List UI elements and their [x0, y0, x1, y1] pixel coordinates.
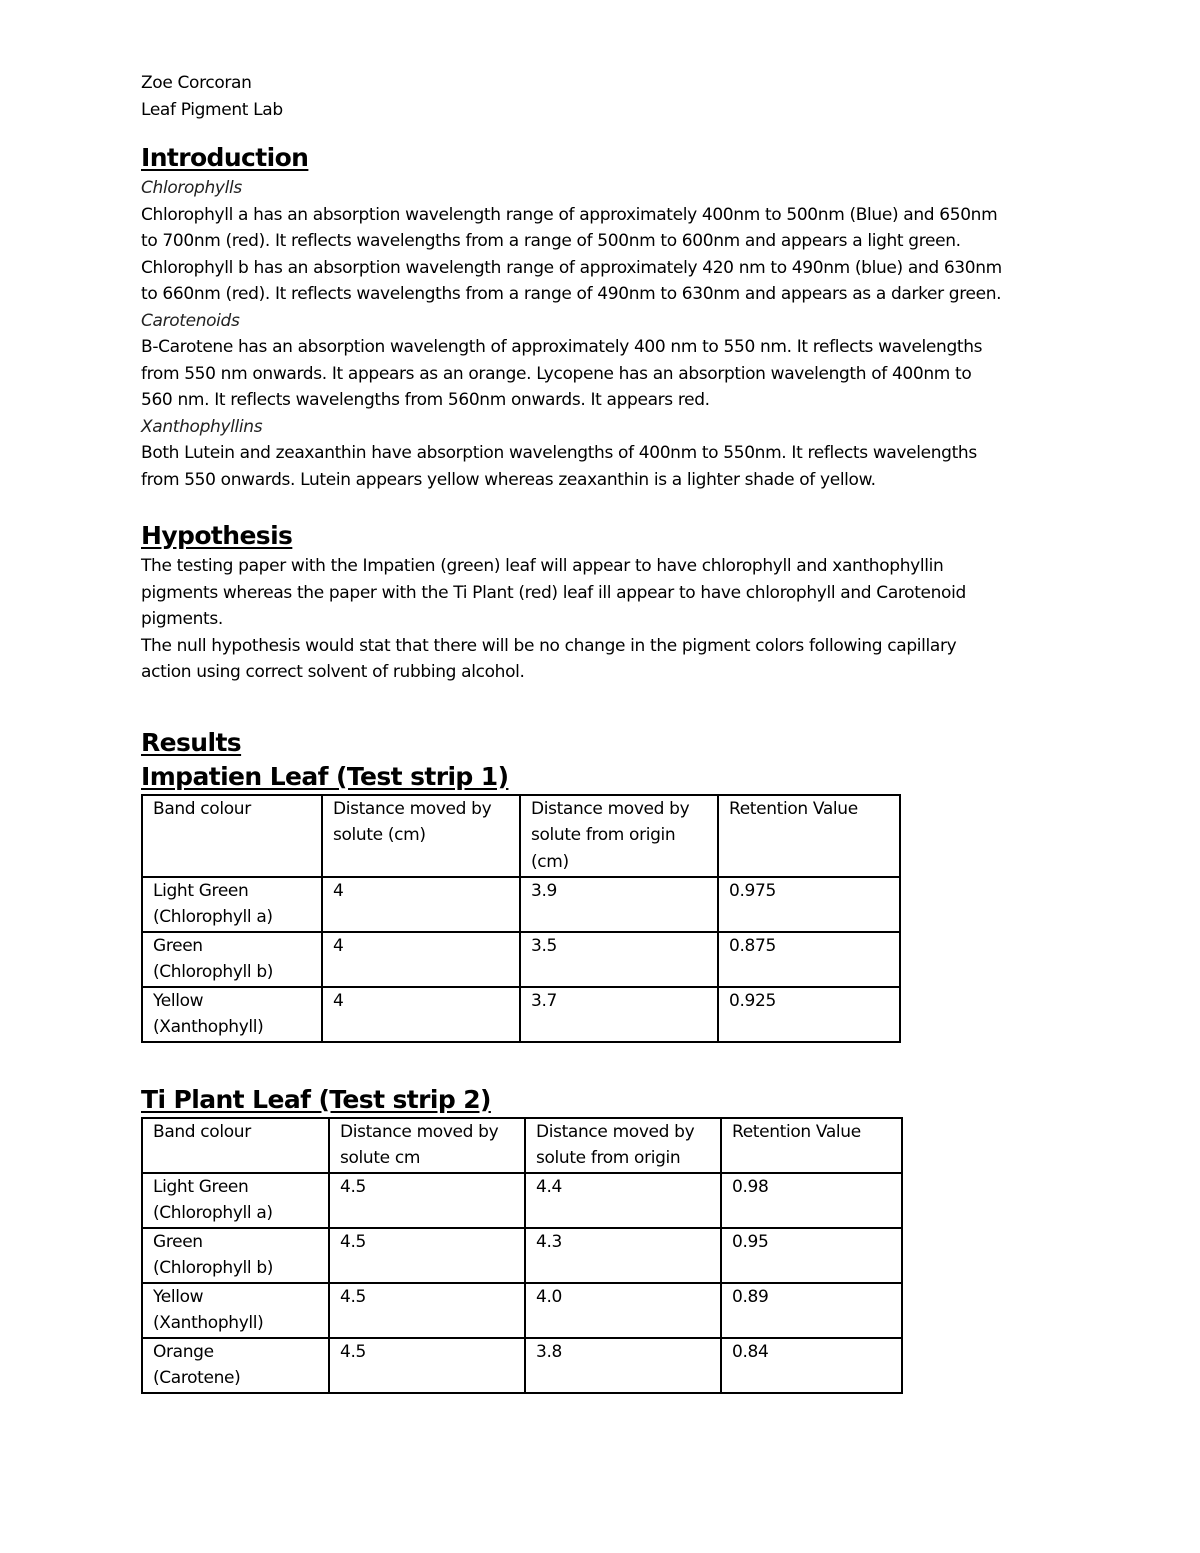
band-cell — [142, 1173, 329, 1228]
xanthophyllins-text-line: Both Lutein and zeaxanthin have absorption wavelengths of 400nm to 550nm. It reflects wavelengths — [141, 443, 977, 463]
table-row — [142, 1338, 902, 1393]
retention-value-cell: 0.875 — [718, 932, 900, 987]
impatien-results-table — [141, 794, 901, 1043]
retention-value-cell: 0.84 — [721, 1338, 902, 1393]
table1-title: Impatien Leaf (Test strip 1) — [141, 761, 509, 791]
ti-plant-results-table — [141, 1117, 903, 1394]
header-cell — [525, 1118, 721, 1173]
band-colour-text: Green — [153, 1231, 203, 1252]
table-row — [142, 987, 900, 1042]
retention-value-cell: 0.975 — [718, 877, 900, 932]
table-header-row — [142, 795, 900, 877]
header-cell — [322, 795, 520, 877]
table-row — [142, 1173, 902, 1228]
retention-value-cell: 0.89 — [721, 1283, 902, 1338]
table-row — [142, 932, 900, 987]
xanthophyllins-subheading: Xanthophyllins — [141, 416, 263, 437]
author-name: Zoe Corcoran — [141, 73, 252, 93]
band-colour-text: Light Green — [153, 1176, 249, 1197]
table-row — [142, 1228, 902, 1283]
header-cell — [142, 795, 322, 877]
header-cell — [721, 1118, 902, 1173]
band-pigment-text: (Carotene) — [153, 1368, 241, 1388]
chlorophylls-text-line: to 700nm (red). It reflects wavelengths from a range of 500nm to 600nm and appears a light green. — [141, 231, 961, 251]
carotenoids-text-line: 560 nm. It reflects wavelengths from 560nm onwards. It appears red. — [141, 390, 710, 410]
table-row — [142, 1283, 902, 1338]
table2-title: Ti Plant Leaf (Test strip 2) — [141, 1084, 491, 1114]
band-colour-text: Yellow — [153, 990, 204, 1011]
document-title: Leaf Pigment Lab — [141, 99, 283, 120]
retention-value-cell: 0.925 — [718, 987, 900, 1042]
hypothesis-text-line: action using correct solvent of rubbing alcohol. — [141, 662, 525, 682]
carotenoids-text-line: B-Carotene has an absorption wavelength of approximately 400 nm to 550 nm. It reflects wavelengths — [141, 337, 983, 357]
hypothesis-text-line: The null hypothesis would stat that there will be no change in the pigment colors following capillary — [141, 635, 957, 656]
origin-distance-cell: 4.0 — [525, 1283, 721, 1338]
hypothesis-text-line: pigments whereas the paper with the Ti Plant (red) leaf ill appear to have chlorophyll and Carotenoid — [141, 582, 966, 603]
band-cell — [142, 1338, 329, 1393]
hypothesis-heading: Hypothesis — [141, 521, 293, 550]
solute-distance-cell: 4 — [322, 987, 520, 1042]
chlorophylls-text-line: Chlorophyll a has an absorption wavelength range of approximately 400nm to 500nm (Blue) and 650nm — [141, 204, 998, 225]
xanthophyllins-text-line: from 550 onwards. Lutein appears yellow whereas zeaxanthin is a lighter shade of yellow. — [141, 469, 876, 490]
retention-value-cell: 0.98 — [721, 1173, 902, 1228]
origin-distance-cell: 4.3 — [525, 1228, 721, 1283]
band-colour-text: Orange — [153, 1341, 214, 1362]
chlorophylls-text-line: to 660nm (red). It reflects wavelengths from a range of 490nm to 630nm and appears as a darker green. — [141, 284, 1002, 304]
solute-distance-cell: 4.5 — [329, 1338, 525, 1393]
header-text: solute from origin — [531, 825, 676, 845]
origin-distance-cell: 3.7 — [520, 987, 718, 1042]
band-pigment-text: (Xanthophyll) — [153, 1313, 264, 1333]
hypothesis-text-line: pigments. — [141, 609, 223, 629]
chlorophylls-subheading: Chlorophylls — [141, 178, 242, 198]
header-text: Retention Value — [732, 1121, 861, 1142]
band-cell — [142, 1283, 329, 1338]
origin-distance-cell: 4.4 — [525, 1173, 721, 1228]
band-cell — [142, 1228, 329, 1283]
header-text: Band colour — [153, 798, 251, 819]
header-text: solute cm — [340, 1148, 421, 1168]
origin-distance-cell: 3.9 — [520, 877, 718, 932]
band-cell — [142, 987, 322, 1042]
solute-distance-cell: 4.5 — [329, 1228, 525, 1283]
header-text: (cm) — [531, 851, 569, 872]
solute-distance-cell: 4 — [322, 932, 520, 987]
document-page — [141, 70, 1061, 1394]
header-text: Band colour — [153, 1121, 251, 1142]
band-pigment-text: (Chlorophyll a) — [153, 1203, 273, 1223]
header-cell — [142, 1118, 329, 1173]
introduction-heading: Introduction — [141, 143, 309, 172]
retention-value-cell: 0.95 — [721, 1228, 902, 1283]
header-text: Retention Value — [729, 798, 858, 819]
solute-distance-cell: 4.5 — [329, 1173, 525, 1228]
chlorophylls-text-line: Chlorophyll b has an absorption wavelength range of approximately 420 nm to 490nm (blue) and 630nm — [141, 257, 1002, 278]
band-pigment-text: (Chlorophyll b) — [153, 1258, 274, 1278]
table-row — [142, 877, 900, 932]
origin-distance-cell: 3.8 — [525, 1338, 721, 1393]
hypothesis-text-line: The testing paper with the Impatien (green) leaf will appear to have chlorophyll and xanthophyllin — [141, 556, 944, 576]
band-pigment-text: (Xanthophyll) — [153, 1017, 264, 1037]
header-cell — [329, 1118, 525, 1173]
band-cell — [142, 932, 322, 987]
header-text: solute (cm) — [333, 825, 426, 845]
solute-distance-cell: 4.5 — [329, 1283, 525, 1338]
header-text: Distance moved by — [536, 1121, 695, 1142]
header-text: Distance moved by — [333, 798, 492, 819]
origin-distance-cell: 3.5 — [520, 932, 718, 987]
band-colour-text: Yellow — [153, 1286, 204, 1307]
header-cell — [520, 795, 718, 877]
band-colour-text: Light Green — [153, 880, 249, 901]
header-text: Distance moved by — [340, 1121, 499, 1142]
band-pigment-text: (Chlorophyll b) — [153, 962, 274, 982]
table-header-row — [142, 1118, 902, 1173]
band-cell — [142, 877, 322, 932]
band-pigment-text: (Chlorophyll a) — [153, 907, 273, 927]
solute-distance-cell: 4 — [322, 877, 520, 932]
band-colour-text: Green — [153, 935, 203, 956]
carotenoids-subheading: Carotenoids — [141, 310, 240, 331]
carotenoids-text-line: from 550 nm onwards. It appears as an orange. Lycopene has an absorption wavelength of 400nm to — [141, 363, 972, 384]
header-text: solute from origin — [536, 1148, 681, 1168]
header-text: Distance moved by — [531, 798, 690, 819]
results-heading: Results — [141, 727, 242, 757]
header-cell — [718, 795, 900, 877]
